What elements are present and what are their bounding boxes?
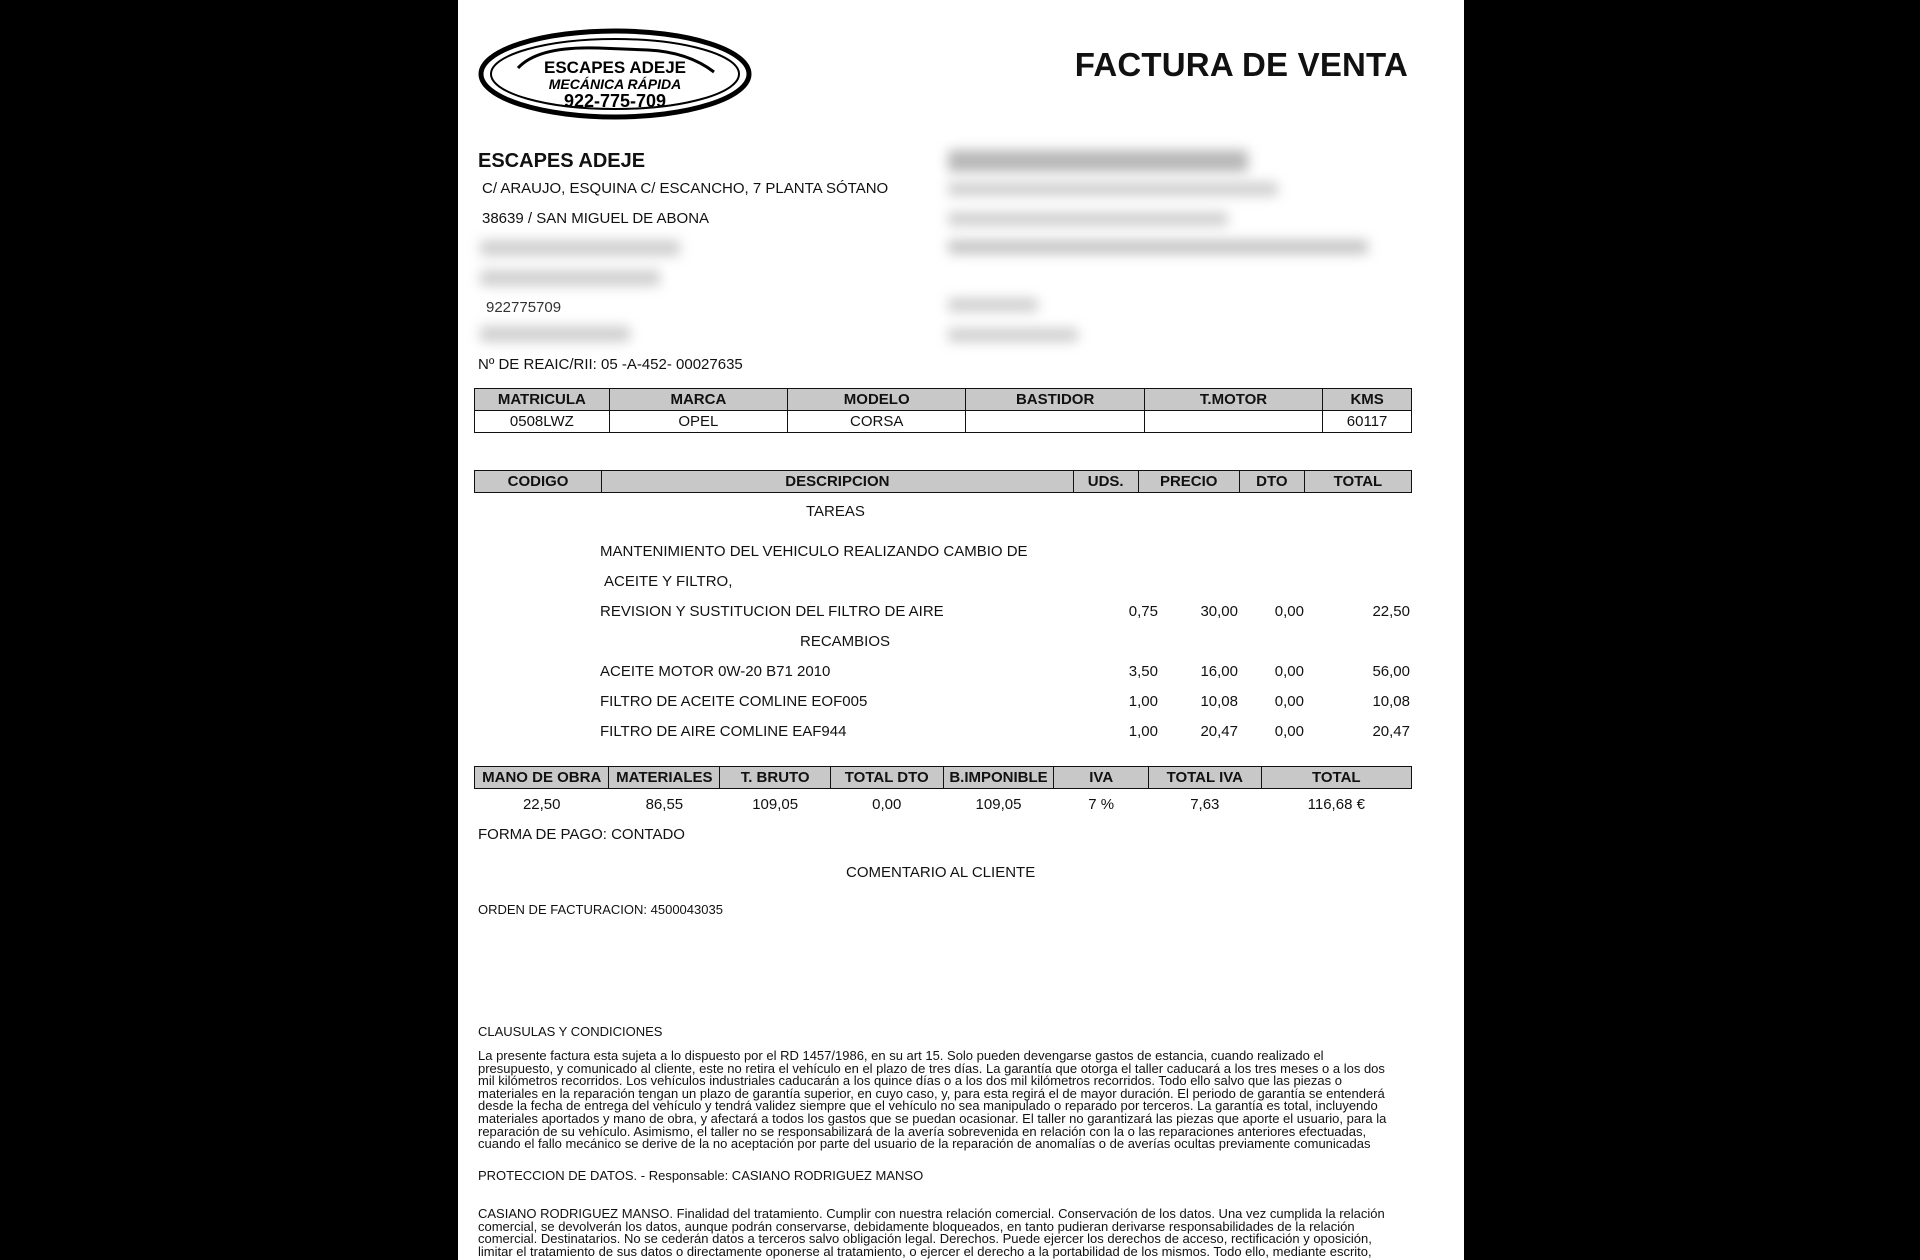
recambio-desc: ACEITE MOTOR 0W-20 B71 2010	[600, 663, 831, 680]
col-total-dto: TOTAL DTO	[830, 767, 943, 789]
recambio-precio: 20,47	[1200, 723, 1238, 740]
value-kms: 60117	[1323, 411, 1412, 433]
redacted-block	[948, 328, 1078, 342]
data-protection-text	[478, 1208, 1438, 1258]
col-materiales: MATERIALES	[609, 767, 720, 789]
col-uds: UDS.	[1073, 471, 1138, 493]
totals-header-row	[475, 767, 1412, 789]
redacted-block	[480, 270, 660, 286]
data-protection-line: comercial, se devolverán los datos, aunque podrán conservarse, debidamente bloqueados, en tanto pudieran derivarse responsabilidades de la relación	[478, 1218, 1355, 1234]
value-total-iva: 7,63	[1190, 795, 1220, 813]
col-matricula: MATRICULA	[475, 389, 610, 411]
document-title: FACTURA DE VENTA	[1074, 46, 1408, 83]
redacted-block	[948, 182, 1278, 196]
col-mano-obra: MANO DE OBRA	[475, 767, 609, 789]
value-tmotor	[1144, 411, 1322, 433]
col-dto: DTO	[1239, 471, 1304, 493]
logo-line2: MECÁNICA RÁPIDA	[548, 76, 682, 92]
tarea-precio: 30,00	[1200, 603, 1238, 620]
clause-line: cuando el fallo mecánico se derive de la no aceptación por parte del usuario de la reparación de anomalías o de averías ocultas previamente comunicadas	[478, 1136, 1371, 1152]
tarea-line2: ACEITE Y FILTRO,	[604, 573, 733, 590]
col-bastidor: BASTIDOR	[966, 389, 1144, 411]
recambio-uds: 3,50	[1128, 663, 1158, 680]
redacted-block	[948, 240, 1368, 254]
clause-line: materiales en la reparación tengan un plazo de garantía superior, en cuyo caso, y, para esta regirá el de mayor duración. El periodo de garantía se entenderá	[478, 1085, 1385, 1101]
section-recambios: RECAMBIOS	[800, 633, 891, 650]
col-precio: PRECIO	[1138, 471, 1239, 493]
redacted-block	[480, 326, 630, 342]
recambio-uds: 1,00	[1128, 693, 1158, 710]
col-marca: MARCA	[609, 389, 787, 411]
tarea-uds: 0,75	[1128, 603, 1158, 620]
issuer-address-line2: 38639 / SAN MIGUEL DE ABONA	[482, 210, 710, 227]
redacted-block	[948, 298, 1038, 312]
col-tmotor: T.MOTOR	[1144, 389, 1322, 411]
reaic-number: Nº DE REAIC/RII: 05 -A-452- 00027635	[478, 356, 743, 373]
clause-line: presupuesto, y comunicado al cliente, este no retira el vehículo en el plazo de tres días. La garantía que otorga el taller caducará a los tres meses o a los dos	[478, 1060, 1385, 1076]
section-tareas: TAREAS	[806, 503, 865, 520]
recambio-total: 10,08	[1372, 693, 1410, 710]
recambio-dto: 0,00	[1274, 693, 1304, 710]
value-b-imponible: 109,05	[975, 795, 1022, 813]
value-materiales: 86,55	[645, 795, 684, 813]
vehicle-header-row	[475, 389, 1412, 411]
comment-heading: COMENTARIO AL CLIENTE	[846, 864, 1036, 881]
billing-order: ORDEN DE FACTURACION: 4500043035	[478, 902, 723, 917]
recambio-uds: 1,00	[1128, 723, 1158, 740]
col-modelo: MODELO	[788, 389, 966, 411]
redacted-block	[948, 212, 1228, 226]
clause-line: reparación de su vehículo. Asimismo, el taller no se responsabilizará de la avería sobrevenida en relación con la o las reparaciones anteriores efectuadas,	[478, 1123, 1367, 1139]
totals-table	[474, 766, 1412, 819]
col-total: TOTAL	[1261, 767, 1411, 789]
data-protection-line: limitar el tratamiento de sus datos o directamente oponerse al tratamiento, o ejercer el derecho a la portabilidad de los mismos. Todo ello, mediante escrito,	[478, 1243, 1372, 1259]
value-bastidor	[966, 411, 1144, 433]
data-protection-line: CASIANO RODRIGUEZ MANSO. Finalidad del tratamiento. Cumplir con nuestra relación comercial. Conservación de los datos. Una vez cumplida la relación	[478, 1206, 1385, 1221]
col-total: TOTAL	[1304, 471, 1411, 493]
recambio-precio: 10,08	[1200, 693, 1238, 710]
value-total-dto: 0,00	[872, 795, 902, 813]
clause-line: materiales aportados y mano de obra, y afectará a todos los gastos que se puedan ocasionar. El taller no garantizará las piezas que aporte el usuario, para la	[478, 1110, 1387, 1126]
recambio-total: 20,47	[1372, 723, 1410, 740]
issuer-name: ESCAPES ADEJE	[478, 150, 646, 172]
issuer-address-line1: C/ ARAUJO, ESQUINA C/ ESCANCHO, 7 PLANTA SÓTANO	[482, 180, 889, 197]
redacted-block	[480, 240, 680, 256]
invoice-page	[458, 0, 1464, 1260]
items-table-header	[474, 470, 1412, 493]
issuer-phone: 922775709	[486, 299, 562, 316]
redacted-client-name	[948, 150, 1248, 172]
payment-method: FORMA DE PAGO: CONTADO	[478, 826, 685, 843]
tarea-dto: 0,00	[1274, 603, 1304, 620]
col-b-imponible: B.IMPONIBLE	[943, 767, 1054, 789]
value-t-bruto: 109,05	[752, 795, 799, 813]
tarea-total: 22,50	[1372, 603, 1410, 620]
clauses-heading: CLAUSULAS Y CONDICIONES	[478, 1024, 663, 1039]
col-total-iva: TOTAL IVA	[1149, 767, 1262, 789]
recambio-dto: 0,00	[1274, 723, 1304, 740]
logo-phone: 922-775-709	[563, 91, 667, 111]
col-iva: IVA	[1054, 767, 1149, 789]
vehicle-table	[474, 388, 1412, 433]
clauses-text	[478, 1050, 1438, 1151]
logo-line1: ESCAPES ADEJE	[543, 58, 687, 77]
recambio-desc: FILTRO DE ACEITE COMLINE EOF005	[600, 693, 868, 710]
data-protection-line: comercial. Destinatarios. No se cederán datos a terceros salvo obligación legal. Derechos. Puede ejercer los derechos de acceso, rectificación y oposición,	[478, 1231, 1372, 1247]
col-t-bruto: T. BRUTO	[720, 767, 831, 789]
recambio-desc: FILTRO DE AIRE COMLINE EAF944	[600, 723, 847, 740]
recambio-precio: 16,00	[1200, 663, 1238, 680]
tarea-line1: MANTENIMIENTO DEL VEHICULO REALIZANDO CAMBIO DE	[600, 543, 1028, 560]
clause-line: La presente factura esta sujeta a lo dispuesto por el RD 1457/1986, en su art 15. Solo pueden devengarse gastos de estancia, cuando realizado el	[478, 1048, 1324, 1063]
col-descripcion: DESCRIPCION	[602, 471, 1074, 493]
totals-value-row	[475, 789, 1412, 820]
clause-line: mil kilómetros recorridos. Los vehículos industriales caducarán a los quince días o a los dos mil kilómetros recorridos. Todo ello salvo que las piezas o	[478, 1073, 1342, 1089]
value-modelo: CORSA	[788, 411, 966, 433]
value-marca: OPEL	[609, 411, 787, 433]
col-codigo: CODIGO	[475, 471, 602, 493]
recambio-total: 56,00	[1372, 663, 1410, 680]
vehicle-value-row	[475, 411, 1412, 433]
data-protection-heading: PROTECCION DE DATOS. - Responsable: CASIANO RODRIGUEZ MANSO	[478, 1168, 924, 1183]
value-mano-obra: 22,50	[522, 795, 561, 813]
value-matricula: 0508LWZ	[475, 411, 610, 433]
value-iva: 7 %	[1088, 795, 1115, 813]
company-logo	[478, 28, 752, 120]
clause-line: desde la fecha de entrega del vehículo y tendrá validez siempre que el vehículo no sea manipulado o reparado por terceros. La garantía es total, incluyendo	[478, 1098, 1378, 1114]
recambio-dto: 0,00	[1274, 663, 1304, 680]
col-kms: KMS	[1323, 389, 1412, 411]
tarea-line3: REVISION Y SUSTITUCION DEL FILTRO DE AIRE	[600, 603, 944, 620]
value-total: 116,68 €	[1307, 795, 1365, 813]
